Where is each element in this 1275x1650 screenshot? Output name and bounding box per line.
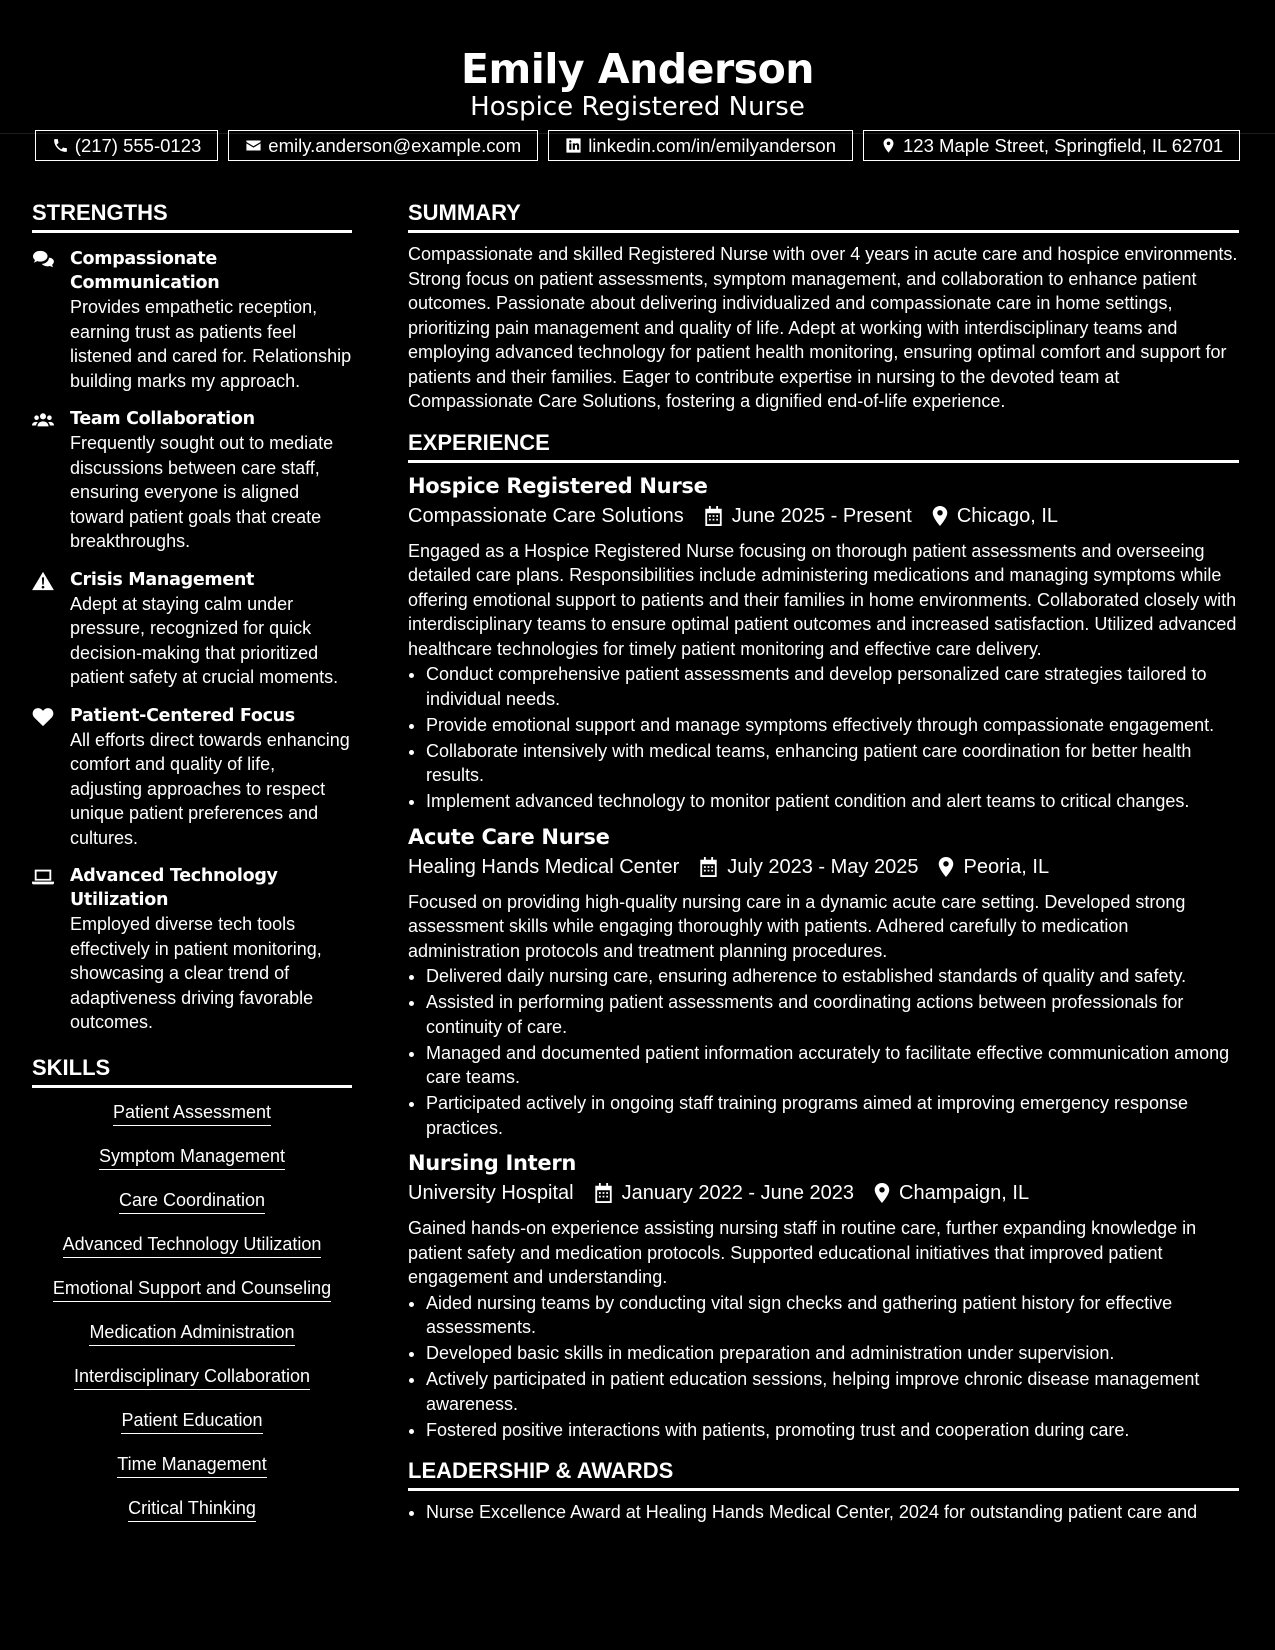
warning-icon [32,571,54,591]
contact-phone[interactable] [35,130,219,161]
awards-heading: LEADERSHIP & AWARDS [408,1456,1239,1491]
job-entry [408,823,1239,1141]
strength-title: Crisis Management [70,569,255,590]
comments-icon [32,250,54,270]
job-bullet: • Developed basic skills in medication preparation and administration under supervision. [426,1341,1239,1366]
candidate-title: Hospice Registered Nurse [470,92,805,122]
job-company: University Hospital [408,1182,574,1204]
job-entry [408,1149,1239,1442]
contact-bar [0,130,1275,161]
job-description: Engaged as a Hospice Registered Nurse focusing on thorough patient assessments and overseeing detailed care plans. Responsibilities include administering medications and managing symptoms while offering emotional support to patients and their families in home environments. Collaborated closely with interdisciplinary teams to ensure optimal patient outcomes and increased satisfaction. Utilized advanced healthcare technologies for timely patient monitoring and effective care delivery. [408,540,1237,659]
job-description: Focused on providing high-quality nursing care in a dynamic acute care setting. Developed strong assessment skills while engaging thoroughly with patients. Adhered carefully to medication administration protocols and treatment planning procedures. [408,891,1186,961]
skill-tag: Critical Thinking [128,1496,256,1522]
skill-tag: Patient Education [121,1408,262,1434]
contact-linkedin-text: linkedin.com/in/emilyanderson [588,134,837,156]
job-bullet: • Collaborate intensively with medical teams, enhancing patient care coordination for better health results. [426,739,1239,788]
strength-item [32,864,352,1035]
strengths-heading: STRENGTHS [32,198,352,233]
skill-tag: Emotional Support and Counseling [53,1276,331,1302]
map-marker-icon [880,137,897,154]
job-bullet: • Participated actively in ongoing staff training programs aimed at improving emergency response practices. [426,1091,1239,1140]
strength-item [32,704,352,851]
strength-desc: Employed diverse tech tools effectively in patient monitoring, showcasing a clear trend of adaptiveness driving favorable outcomes. [70,914,322,1032]
job-dates: January 2022 - June 2023 [621,1182,855,1204]
strengths-list [32,247,352,1035]
job-description: Gained hands-on experience assisting nursing staff in routine care, further expanding knowledge in patient safety and medication protocols. Supported educational initiatives that improved patient engagement and understanding. [408,1218,1197,1287]
contact-linkedin[interactable] [548,130,853,161]
strength-title: Compassionate Communication [70,249,220,293]
job-location: Champaign, IL [899,1182,1030,1204]
job-bullets [408,662,1239,814]
experience-heading: EXPERIENCE [408,428,1239,463]
skills-list [32,1100,352,1540]
awards-list [408,1500,1239,1525]
job-bullet: • Aided nursing teams by conducting vital sign checks and gathering patient history for effective assessments. [426,1291,1239,1340]
contact-phone-text: (217) 555-0123 [74,134,202,156]
skill-tag: Advanced Technology Utilization [63,1232,322,1258]
job-bullet: • Fostered positive interactions with patients, promoting trust and cooperation during care. [426,1418,1239,1443]
phone-icon [52,137,69,154]
calendar-icon [594,1183,613,1203]
skill-tag: Symptom Management [99,1144,285,1170]
envelope-icon [245,137,262,154]
contact-address-text: 123 Maple Street, Springfield, IL 62701 [903,134,1224,156]
laptop-icon [32,867,54,887]
job-entry [408,472,1239,814]
job-bullet: • Conduct comprehensive patient assessments and develop personalized care strategies tailored to individual needs. [426,662,1239,711]
strength-item [32,247,352,393]
job-dates: June 2025 - Present [731,504,912,527]
job-bullets [408,1291,1239,1443]
linkedin-icon [565,137,582,154]
job-dates: July 2023 - May 2025 [727,855,919,878]
right-column [408,198,1239,1526]
strength-desc: Provides empathetic reception, earning trust as patients feel listened and cared for. Relationship building marks my approach. [70,297,352,391]
skill-tag: Time Management [117,1452,266,1478]
contact-email-text: emily.anderson@example.com [268,134,522,156]
heart-icon [32,707,54,727]
map-marker-icon [932,506,948,526]
map-marker-icon [874,1183,890,1203]
job-meta [408,501,1239,531]
job-bullet: • Managed and documented patient information accurately to facilitate effective communication among care teams. [426,1041,1239,1090]
skill-tag: Care Coordination [119,1188,265,1214]
skill-tag: Interdisciplinary Collaboration [74,1364,310,1390]
strength-item [32,568,352,690]
strength-desc: Adept at staying calm under pressure, recognized for quick decision-making that prioritized patient safety at crucial moments. [70,593,339,687]
job-bullet: • Provide emotional support and manage symptoms effectively through compassionate engagement. [426,713,1239,738]
left-column [32,198,352,1540]
contact-address[interactable] [863,130,1240,161]
job-title: Nursing Intern [408,1151,577,1175]
strength-item [32,407,352,554]
job-meta [408,1178,1239,1208]
skill-tag: Patient Assessment [113,1100,271,1126]
job-meta [408,852,1239,882]
job-bullets [408,964,1239,1140]
job-bullet: • Assisted in performing patient assessments and coordinating actions between professionals for continuity of care. [426,990,1239,1039]
job-company: Compassionate Care Solutions [408,504,684,527]
award-item: • Nurse Excellence Award at Healing Hands Medical Center, 2024 for outstanding patient care and [426,1500,1239,1525]
strength-title: Advanced Technology Utilization [70,866,278,910]
skills-heading: SKILLS [32,1053,352,1088]
map-marker-icon [938,857,954,877]
job-title: Hospice Registered Nurse [408,473,708,498]
contact-email[interactable] [228,130,538,161]
skill-tag: Medication Administration [89,1320,294,1346]
job-bullet: • Delivered daily nursing care, ensuring adherence to established standards of quality and safety. [426,964,1239,989]
calendar-icon [704,506,723,526]
job-title: Acute Care Nurse [408,824,610,849]
summary-heading: SUMMARY [408,198,1239,233]
resume-header [0,0,1275,156]
job-bullet: • Implement advanced technology to monitor patient condition and alert teams to critical changes. [426,789,1239,814]
calendar-icon [699,857,718,877]
strength-title: Team Collaboration [70,409,255,429]
job-company: Healing Hands Medical Center [408,855,680,878]
strength-desc: All efforts direct towards enhancing comfort and quality of life, adjusting approaches to respect unique patient preferences and cultures. [70,729,350,848]
job-bullet: • Actively participated in patient education sessions, helping improve chronic disease management awareness. [426,1367,1239,1416]
strength-title: Patient-Centered Focus [70,705,295,726]
candidate-name: Emily Anderson [461,45,814,93]
summary-text: Compassionate and skilled Registered Nurse with over 4 years in acute care and hospice environments. Strong focus on patient assessments, symptom management, and collaboration to enhance patient outcomes. Passionate about delivering individualized and compassionate care in home settings, prioritizing pain management and quality of life. Adept at working with interdisciplinary teams and employing advanced technology for patient health monitoring, ensuring optimal comfort and support for patients and their families. Eager to contribute expertise in nursing to the devoted team at Compassionate Care Solutions, fostering a dignified end-of-life experience. [408,244,1238,411]
job-location: Peoria, IL [963,855,1050,878]
strength-desc: Frequently sought out to mediate discussions between care staff, ensuring everyone is aligned toward patient goals that create breakthroughs. [70,433,334,551]
users-icon [32,410,54,430]
job-location: Chicago, IL [956,504,1058,527]
